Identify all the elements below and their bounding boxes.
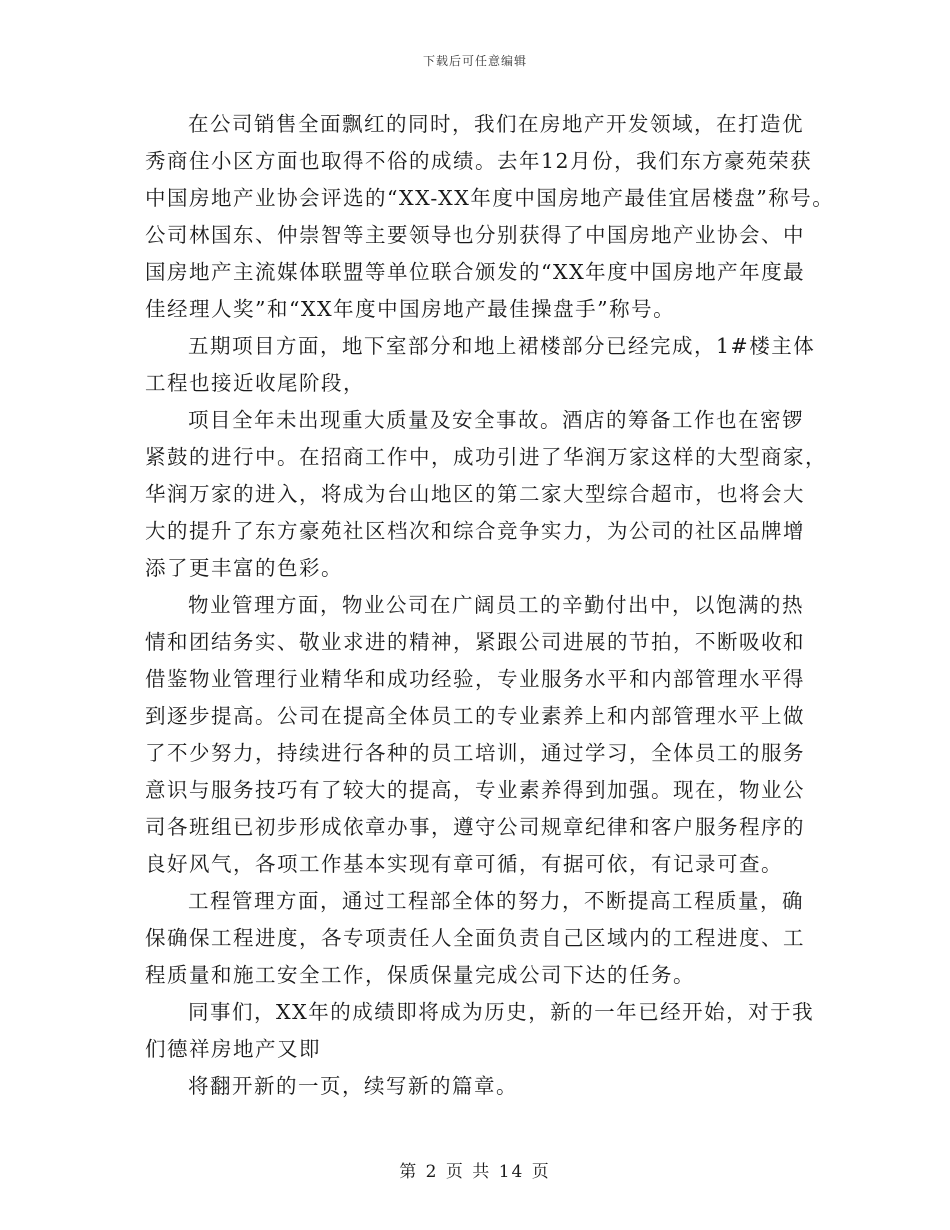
paragraph-line: 们德祥房地产又即 xyxy=(145,1037,321,1061)
paragraph-line: 大的提升了东方豪苑社区档次和综合竞争实力，为公司的社区品牌增 xyxy=(145,519,805,543)
paragraph-line: 保确保工程进度，各专项责任人全面负责自己区域内的工程进度、工 xyxy=(145,926,805,950)
paragraph-line: 将翻开新的一页，续写新的篇章。 xyxy=(188,1074,518,1098)
paragraph-line: 项目全年未出现重大质量及安全事故。酒店的筹备工作也在密锣 xyxy=(188,408,804,432)
paragraph-line: 同事们，XX年的成绩即将成为历史，新的一年已经开始，对于我 xyxy=(188,1000,815,1024)
paragraph-line: 佳经理人奖”和“XX年度中国房地产最佳操盘手”称号。 xyxy=(145,297,676,321)
paragraph-line: 秀商住小区方面也取得不俗的成绩。去年12月份，我们东方豪苑荣获 xyxy=(145,149,813,173)
document-body xyxy=(145,106,835,1105)
paragraph-line: 国房地产主流媒体联盟等单位联合颁发的“XX年度中国房地产年度最 xyxy=(145,260,806,284)
paragraph-line: 到逐步提高。公司在提高全体员工的专业素养上和内部管理水平上做 xyxy=(145,704,805,728)
paragraph-line: 物业管理方面，物业公司在广阔员工的辛勤付出中，以饱满的热 xyxy=(188,593,804,617)
paragraph-line: 情和团结务实、敬业求进的精神，紧跟公司进展的节拍，不断吸收和 xyxy=(145,630,805,654)
paragraph-line: 中国房地产业协会评选的“XX-XX年度中国房地产最佳宜居楼盘”称号。 xyxy=(145,186,835,210)
page-header-note: 下载后可任意编辑 xyxy=(422,54,527,68)
paragraph-line: 紧鼓的进行中。在招商工作中，成功引进了华润万家这样的大型商家， xyxy=(145,445,827,469)
paragraph-line: 了不少努力，持续进行各种的员工培训，通过学习，全体员工的服务 xyxy=(145,741,805,765)
paragraph-line: 华润万家的进入，将成为台山地区的第二家大型综合超市，也将会大 xyxy=(145,482,805,506)
paragraph-line: 五期项目方面，地下室部分和地上裙楼部分已经完成，1#楼主体 xyxy=(188,334,816,358)
paragraph-line: 司各班组已初步形成依章办事，遵守公司规章纪律和客户服务程序的 xyxy=(145,815,805,839)
paragraph-line: 程质量和施工安全工作，保质保量完成公司下达的任务。 xyxy=(145,963,695,987)
page-number: 第 2 页 共 14 页 xyxy=(399,1162,551,1182)
paragraph-line: 在公司销售全面飘红的同时，我们在房地产开发领域，在打造优 xyxy=(188,112,804,136)
paragraph-line: 添了更丰富的色彩。 xyxy=(145,556,343,580)
paragraph-line: 工程也接近收尾阶段， xyxy=(145,371,365,395)
paragraph-line: 良好风气，各项工作基本实现有章可循，有据可依，有记录可查。 xyxy=(145,852,783,876)
paragraph-line: 工程管理方面，通过工程部全体的努力，不断提高工程质量，确 xyxy=(188,889,804,913)
paragraph-line: 公司林国东、仲崇智等主要领导也分别获得了中国房地产业协会、中 xyxy=(145,223,805,247)
paragraph-line: 意识与服务技巧有了较大的提高，专业素养得到加强。现在，物业公 xyxy=(145,778,805,802)
paragraph-line: 借鉴物业管理行业精华和成功经验，专业服务水平和内部管理水平得 xyxy=(145,667,805,691)
